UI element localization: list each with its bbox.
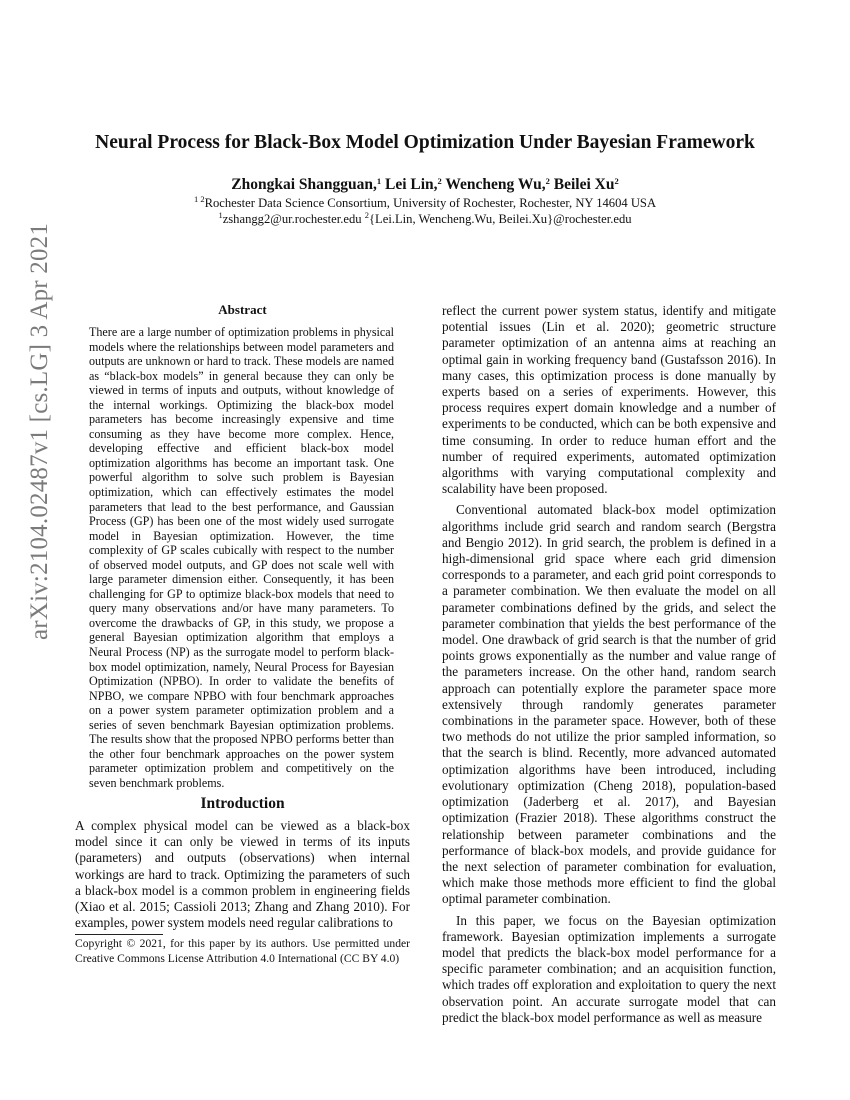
- email-mark-2: 2: [364, 209, 369, 220]
- abstract-heading: Abstract: [218, 302, 267, 317]
- paragraph: reflect the current power system status, identify and mitigate potential issues (Lin et al. 2020); geometric structure parameter optimization of an antenna aims at reaching an optimal gain in working frequency band (Gustafsson 2016). In many cases, this optimization process is done manually by experts based on a series of experiments. However, this process requires expert domain knowledge and a number of experiments to be conducted, which can be both expensive and time consuming. In order to reduce human effort and the number of required experiments, automated optimization algorithms with varying computational complexity and scalability have been proposed.: [442, 303, 776, 497]
- right-column: [442, 303, 776, 1031]
- affiliation-text: Rochester Data Science Consortium, University of Rochester, Rochester, NY 14604 USA: [204, 196, 657, 210]
- author-name: Zhongkai Shangguan,: [231, 176, 377, 193]
- author-affil-mark: 1: [376, 176, 382, 186]
- author-name: Lei Lin,: [385, 176, 438, 193]
- introduction-paragraph: A complex physical model can be viewed as a black-box model since it can only be viewed in terms of its inputs (parameters) and outputs (observations) when internal workings are hard to track. Optimizing the parameters of such a black-box model is a common problem in engineering fields (Xiao et al. 2015; Cassioli 2013; Zhang and Zhang 2010). For examples, power system models need regular calibrations to: [75, 818, 410, 931]
- arxiv-stamp: arXiv:2104.02487v1 [cs.LG] 3 Apr 2021: [26, 222, 53, 640]
- paragraph: In this paper, we focus on the Bayesian optimization framework. Bayesian optimization implements a surrogate model that predicts the black-box model performance for a specific parameter combination; and an acquisition function, which trades off exploration and exploitation to query the next observation point. An accurate surrogate model that can predict the black-box model performance as well as measure: [442, 912, 776, 1025]
- author-affil-mark: 2: [614, 176, 619, 186]
- author-list: [60, 175, 790, 195]
- email-2[interactable]: {Lei.Lin, Wencheng.Wu, Beilei.Xu}@rochester.edu: [369, 211, 632, 226]
- footnote-rule: [75, 934, 163, 935]
- author-affil-mark: 2: [437, 176, 442, 186]
- author-affil-mark: 2: [545, 176, 550, 186]
- paragraph: Conventional automated black-box model optimization algorithms include grid search and random search (Bergstra and Bengio 2012). In grid search, the problem is defined in a high-dimensional grid space where each grid dimension corresponds to a parameter, and each grid point corresponds to a parameter combination. We then evaluate the model on all parameter combinations defined by the grids, and select the parameter combination that yields the best performance of the model. One drawback of grid search is that the number of grid points grows exponentially as the number and value range of the parameters increase. On the other hand, random search approach can potentially explore the parameter space more extensively through randomly generates parameter combinations in the parameter space. However, both of these two methods do not utilize the prior sampled information, so that the search is blind. Recently, more advanced automated optimization algorithms have been introduced, including evolutionary optimization (Cheng 2018), population-based optimization (Jaderberg et al. 2017), and Bayesian optimization (Frazier 2018). These algorithms construct the relationship between parameter combinations and the performance of black-box models, and provide guidance for the next selection of parameter combination for evaluation, which make those methods more efficient to find the global optimal parameter combination.: [442, 502, 776, 907]
- introduction-heading: Introduction: [200, 795, 285, 812]
- copyright-footnote: Copyright © 2021, for this paper by its authors. Use permitted under Creative Commons License Attribution 4.0 International (CC BY 4.0): [75, 937, 410, 965]
- author-name: Wencheng Wu,: [445, 176, 546, 193]
- affiliation-mark: 1 2: [193, 194, 205, 204]
- affiliation-line: [60, 196, 790, 212]
- email-line: [60, 209, 790, 228]
- author-name: Beilei Xu: [553, 176, 615, 193]
- email-1[interactable]: zshangg2@ur.rochester.edu: [222, 211, 362, 226]
- paper-title: Neural Process for Black-Box Model Optimization Under Bayesian Framework: [95, 132, 755, 153]
- email-mark-1: 1: [218, 209, 223, 220]
- affiliation-block: [60, 196, 790, 227]
- abstract-body: There are a large number of optimization problems in physical models where the relationships between model parameters and outputs are unknown or hard to track. These models are named as “black-box models” in general because they can only be viewed in terms of inputs and outputs, without knowledge of the internal workings. Optimizing the black-box model parameters has become increasingly expensive and time consuming as they have become more complex. Hence, developing effective and efficient black-box model optimization algorithms has become an important task. One powerful algorithm to solve such problem is Bayesian optimization, which can effectively estimates the model parameters that lead to the best performance, and Gaussian Process (GP) has been one of the most widely used surrogate model in Bayesian optimization. However, the time complexity of GP scales cubically with respect to the number of observed model outputs, and GP does not scale well with large parameter dimension either. Consequently, it has been challenging for GP to optimize black-box models that need to query many observations and/or have many parameters. To overcome the drawbacks of GP, in this study, we propose a general Bayesian optimization algorithm that employs a Neural Process (NP) as the surrogate model to perform black-box model optimization, namely, Neural Process for Bayesian Optimization (NPBO). In order to validate the benefits of NPBO, we compare NPBO with four benchmark approaches on a power system parameter optimization problem and a series of seven benchmark Bayesian optimization problems. The results show that the proposed NPBO performs better than the other four benchmark approaches on the power system parameter optimization problem and competitively on the seven benchmark problems.: [89, 325, 394, 790]
